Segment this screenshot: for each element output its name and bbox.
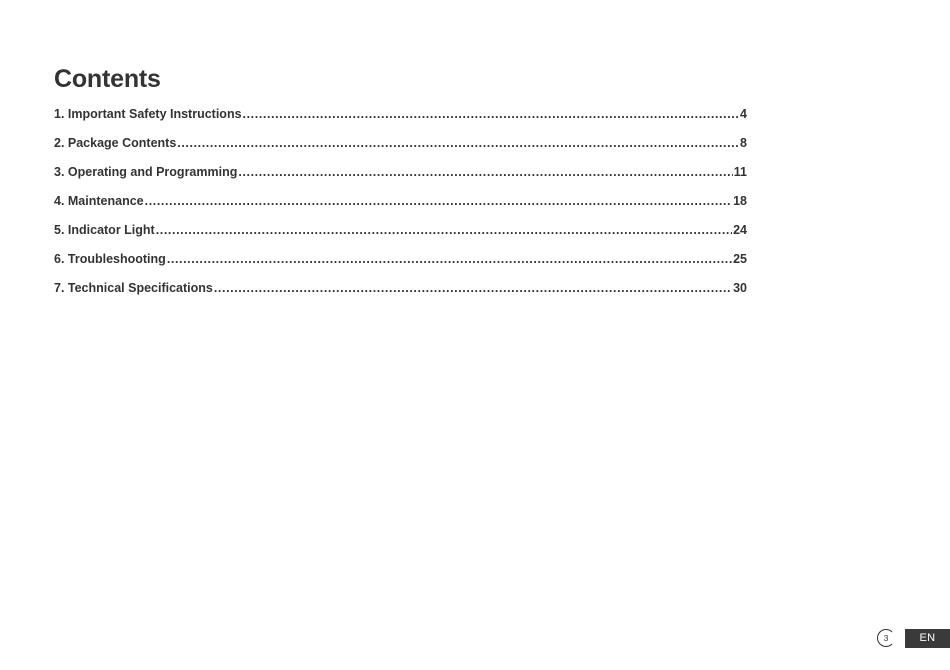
toc-entry-label: 5. Indicator Light: [54, 223, 155, 237]
table-of-contents: [54, 103, 747, 306]
toc-entry-page: 11: [733, 165, 747, 179]
toc-entry-label: 1. Important Safety Instructions: [54, 107, 242, 121]
toc-entry-label: 4. Maintenance: [54, 194, 144, 208]
toc-entry-page: 8: [740, 136, 747, 150]
toc-dot-leader: [156, 219, 732, 241]
toc-entry-page: 30: [733, 281, 747, 295]
toc-entry-label: 7. Technical Specifications: [54, 281, 213, 295]
toc-entry-page: 4: [740, 107, 747, 121]
toc-dot-leader: [167, 248, 732, 270]
toc-dot-leader: [145, 190, 732, 212]
toc-dot-leader: [214, 277, 732, 299]
toc-dot-leader: [243, 103, 740, 125]
toc-entry-page: 25: [733, 252, 747, 266]
toc-entry-indicator-light[interactable]: [54, 219, 747, 248]
toc-entry-maintenance[interactable]: [54, 190, 747, 219]
page-title: Contents: [54, 65, 161, 93]
toc-entry-technical-specifications[interactable]: [54, 277, 747, 306]
toc-entry-label: 6. Troubleshooting: [54, 252, 166, 266]
toc-dot-leader: [238, 161, 732, 183]
toc-entry-page: 18: [733, 194, 747, 208]
page-number-badge: 3: [877, 629, 895, 647]
toc-entry-operating-programming[interactable]: [54, 161, 747, 190]
toc-entry-page: 24: [733, 223, 747, 237]
language-tab: EN: [905, 629, 950, 648]
toc-entry-label: 3. Operating and Programming: [54, 165, 238, 179]
toc-entry-safety-instructions[interactable]: [54, 103, 747, 132]
toc-dot-leader: [177, 132, 739, 154]
toc-entry-label: 2. Package Contents: [54, 136, 177, 150]
toc-entry-troubleshooting[interactable]: [54, 248, 747, 277]
toc-entry-package-contents[interactable]: [54, 132, 747, 161]
